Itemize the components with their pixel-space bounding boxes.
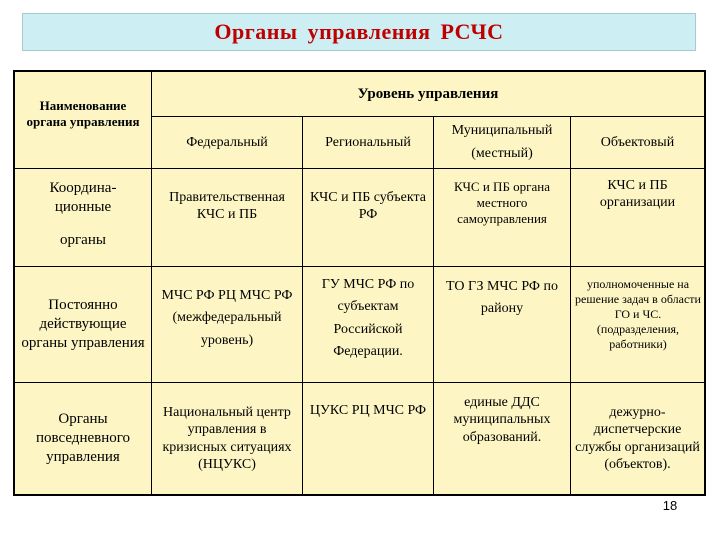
table-cell: КЧС и ПБ субъекта РФ bbox=[310, 189, 426, 222]
header-level-group: Уровень управления bbox=[357, 85, 499, 102]
table-cell: КЧС и ПБ органа местного самоуправления bbox=[453, 178, 550, 227]
header-level-object: Объектовый bbox=[600, 134, 675, 150]
row-name-permanent: Постоянно действующие органы управления bbox=[21, 297, 145, 351]
table-cell: уполномоченные на решение задач в области ГО и ЧС. (подразделения, работники) bbox=[575, 276, 701, 351]
header-name-column: Наименование органа управления bbox=[26, 97, 140, 129]
page-title: Органы управления РСЧС bbox=[214, 19, 504, 44]
table-cell: дежурно-диспетчерские службы организаций (объектов). bbox=[575, 404, 700, 472]
table-cell: Правительственная КЧС и ПБ bbox=[169, 189, 285, 222]
table-divider bbox=[433, 116, 434, 494]
table-cell: МЧС РФ РЦ МЧС РФ (межфедеральный уровень) bbox=[161, 287, 293, 348]
row-name-line: ционные bbox=[54, 198, 112, 215]
page-number: 18 bbox=[662, 498, 678, 513]
header-level-federal: Федеральный bbox=[186, 134, 268, 150]
table-cell: Национальный центр управления в кризисных ситуациях (НЦУКС) bbox=[162, 404, 292, 472]
governance-table bbox=[13, 70, 706, 496]
header-level-regional: Региональный bbox=[325, 134, 411, 150]
table-cell: КЧС и ПБ организации bbox=[599, 177, 676, 210]
title-banner bbox=[22, 13, 696, 51]
table-cell: ТО ГЗ МЧС РФ по району bbox=[446, 278, 558, 316]
table-cell: единые ДДС муниципальных образований. bbox=[453, 394, 551, 445]
table-divider bbox=[302, 116, 303, 494]
table-cell: ЦУКС РЦ МЧС РФ bbox=[309, 402, 427, 418]
row-name-coordinating bbox=[19, 169, 147, 266]
table-cell: ГУ МЧС РФ по субъектам Российской Федерации. bbox=[321, 276, 415, 359]
row-name-line: органы bbox=[60, 231, 106, 248]
row-name-line: Координа- bbox=[49, 180, 117, 196]
row-name-daily: Органы повседневного управления bbox=[35, 411, 131, 465]
header-level-municipal: Муниципальный (местный) bbox=[451, 123, 553, 161]
table-divider bbox=[570, 116, 571, 494]
